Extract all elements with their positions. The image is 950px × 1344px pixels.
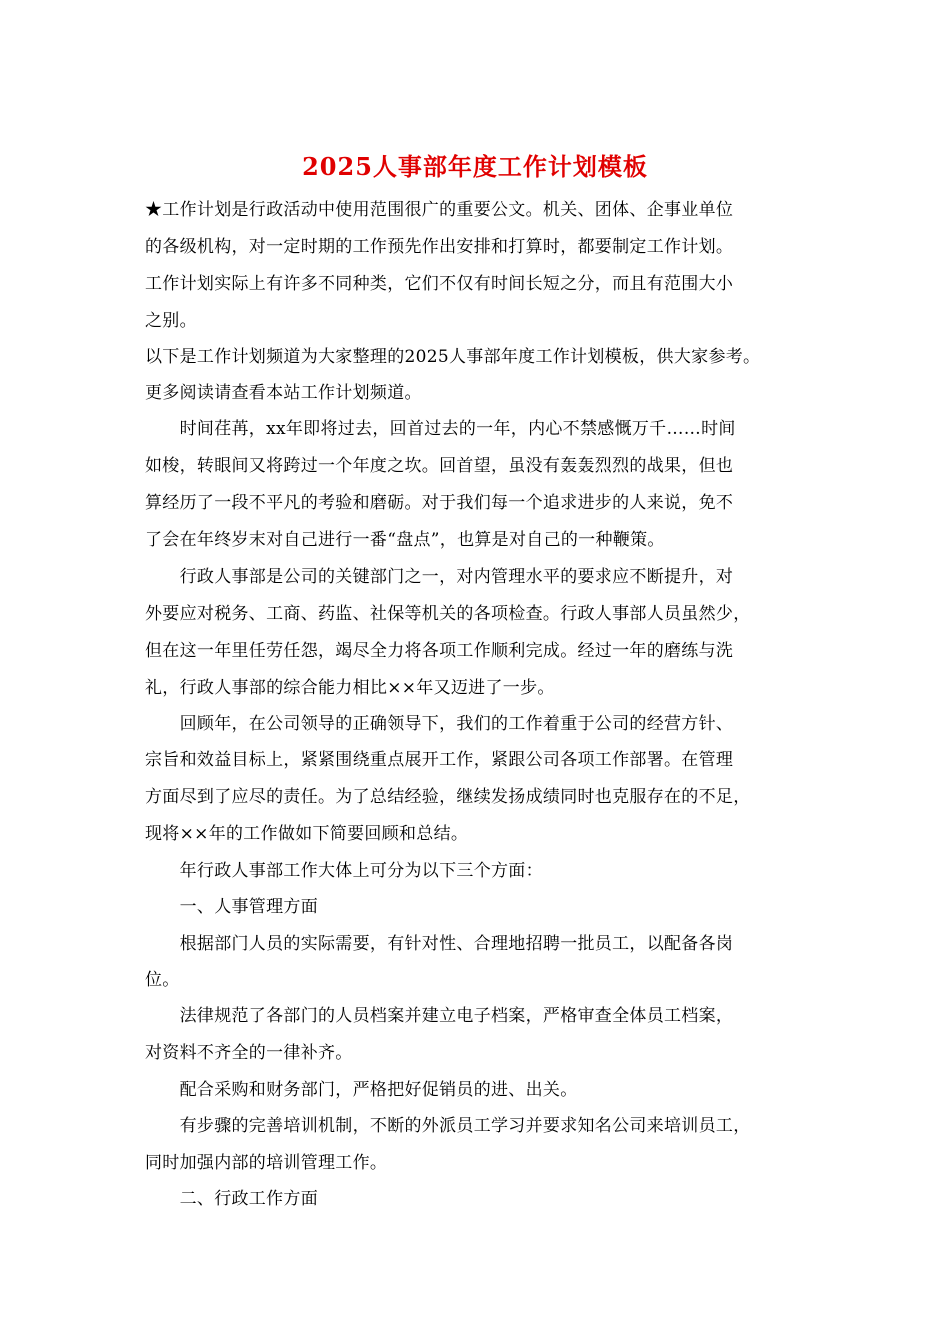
paragraph-line: 对资料不齐全的一律补齐。 — [145, 1043, 353, 1063]
paragraph-line: 配合采购和财务部门，严格把好促销员的进、出关。 — [145, 1080, 578, 1100]
paragraph-line: 宗旨和效益目标上，紧紧围绕重点展开工作，紧跟公司各项工作部署。在管理 — [145, 750, 734, 770]
paragraph-line: 的各级机构，对一定时期的工作预先作出安排和打算时，都要制定工作计划。 — [145, 237, 734, 257]
paragraph-line: 了会在年终岁末对自己进行一番“盘点”，也算是对自己的一种鞭策。 — [145, 530, 665, 550]
paragraph-line: 根据部门人员的实际需要，有针对性、合理地招聘一批员工，以配备各岗 — [145, 934, 734, 954]
paragraph-line: 更多阅读请查看本站工作计划频道。 — [145, 383, 422, 403]
paragraph-line: 之别。 — [145, 311, 197, 331]
paragraph-line: 但在这一年里任劳任怨，竭尽全力将各项工作顺利完成。经过一年的磨练与洗 — [145, 641, 734, 661]
paragraph-line: ★工作计划是行政活动中使用范围很广的重要公文。机关、团体、企事业单位 — [145, 200, 734, 220]
paragraph-line: 以下是工作计划频道为大家整理的2025人事部年度工作计划模板，供大家参考。 — [145, 347, 761, 367]
paragraph-line: 工作计划实际上有许多不同种类，它们不仅有时间长短之分，而且有范围大小 — [145, 274, 734, 294]
section-heading: 一、人事管理方面 — [145, 897, 318, 917]
section-heading: 二、行政工作方面 — [145, 1189, 318, 1209]
paragraph-line: 行政人事部是公司的关键部门之一，对内管理水平的要求应不断提升，对 — [145, 567, 734, 587]
paragraph-line: 位。 — [145, 970, 180, 990]
paragraph-line: 同时加强内部的培训管理工作。 — [145, 1153, 388, 1173]
paragraph-line: 算经历了一段不平凡的考验和磨砺。对于我们每一个追求进步的人来说，免不 — [145, 493, 734, 513]
document-title: 2025人事部年度工作计划模板 — [302, 152, 648, 181]
paragraph-line: 有步骤的完善培训机制，不断的外派员工学习并要求知名公司来培训员工， — [145, 1116, 751, 1136]
paragraph-line: 方面尽到了应尽的责任。为了总结经验，继续发扬成绩同时也克服存在的不足， — [145, 787, 751, 807]
paragraph-line: 回顾年，在公司领导的正确领导下，我们的工作着重于公司的经营方针、 — [145, 714, 734, 734]
paragraph-line: 外要应对税务、工商、药监、社保等机关的各项检查。行政人事部人员虽然少， — [145, 604, 751, 624]
paragraph-line: 时间荏苒，xx年即将过去，回首过去的一年，内心不禁感慨万千……时间 — [145, 419, 736, 439]
paragraph-line: 现将××年的工作做如下简要回顾和总结。 — [145, 824, 469, 844]
paragraph-line: 法律规范了各部门的人员档案并建立电子档案，严格审查全体员工档案， — [145, 1006, 734, 1026]
paragraph-line: 如梭，转眼间又将跨过一个年度之坎。回首望，虽没有轰轰烈烈的战果，但也 — [145, 456, 734, 476]
paragraph-line: 年行政人事部工作大体上可分为以下三个方面： — [145, 861, 543, 881]
paragraph-line: 礼，行政人事部的综合能力相比××年又迈进了一步。 — [145, 678, 555, 698]
